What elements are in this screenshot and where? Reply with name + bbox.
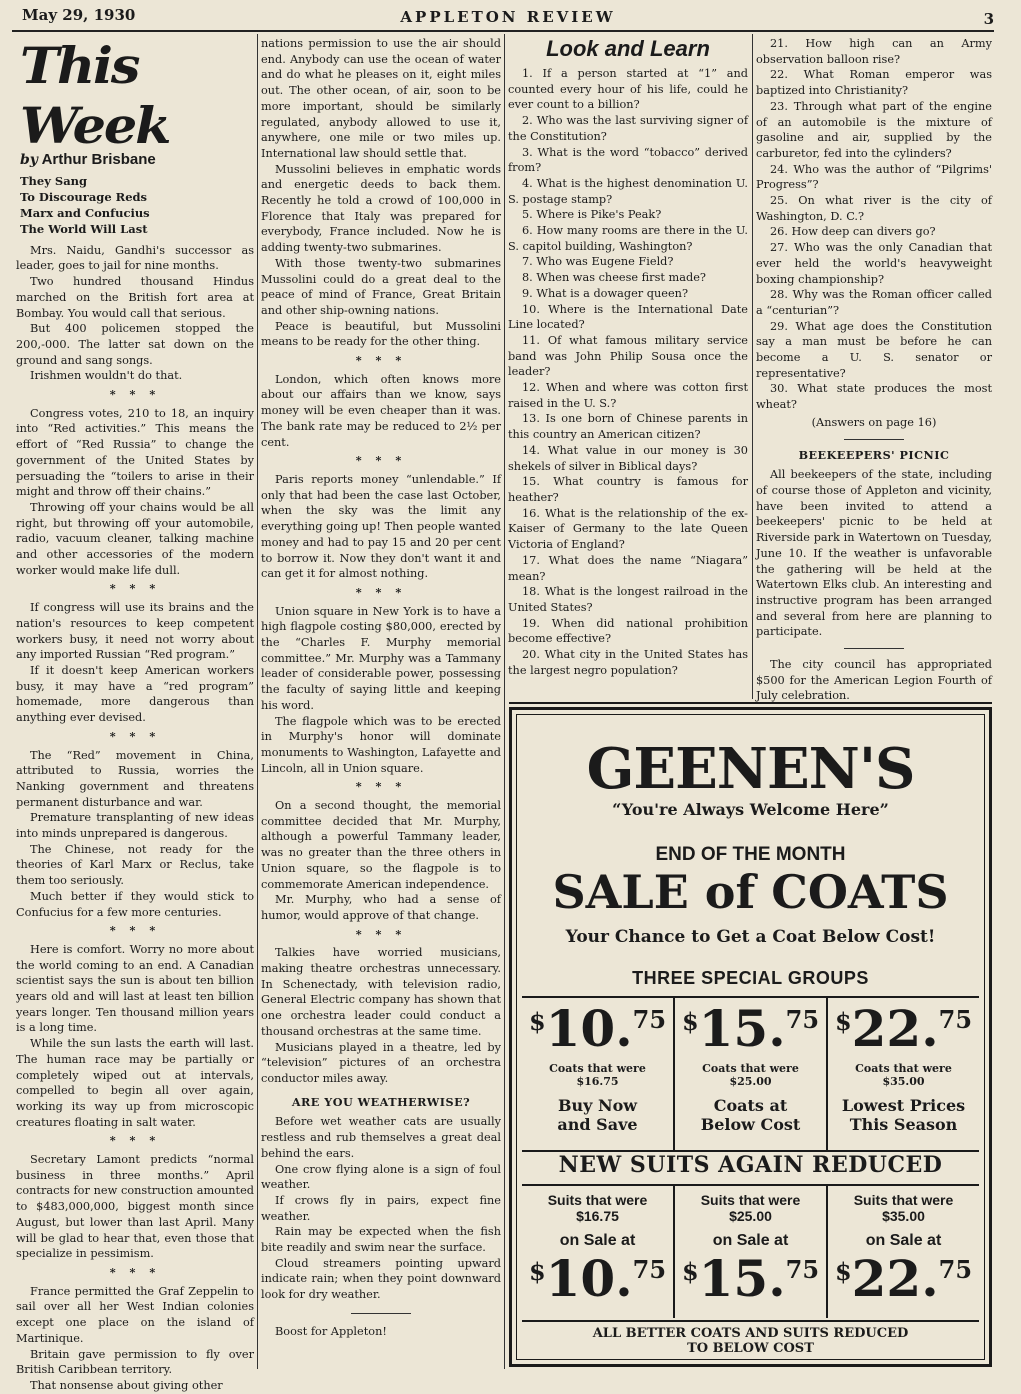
section-separator: * * *: [109, 923, 161, 938]
answers-note: (Answers on page 16): [811, 415, 937, 429]
article-paragraph: Much better if they would stick to Confucius for a few more centuries.: [16, 889, 254, 919]
on-sale-label: on Sale at: [865, 1232, 942, 1249]
suit-group: [826, 1186, 979, 1318]
quiz-question: 17. What does the name “Niagara” mean?: [508, 553, 748, 583]
caption-line: Coats at: [713, 1096, 788, 1115]
page-number: 3: [983, 10, 994, 28]
suit-was: [675, 1192, 826, 1224]
continued-column: [261, 36, 501, 1370]
article-paragraph: If it doesn't keep American workers busy, it may have a “red program” homemade, more dangerous than anything ever devised.: [16, 663, 254, 725]
topic-item: The World Will Last: [20, 221, 148, 236]
article-paragraph: With those twenty-two submarines Mussolini could do a great deal to the peace of mind of France, Great Britain and other ship-owning nations.: [261, 256, 501, 317]
look-and-learn-column: [508, 36, 748, 700]
coat-caption: [828, 1096, 979, 1134]
divider: [844, 648, 904, 649]
quiz-question: 27. Who was the only Canadian that ever held the world's heavyweight boxing championship?: [756, 241, 992, 286]
suit-group: [673, 1186, 826, 1318]
quiz-question: 2. Who was the last surviving signer of the Constitution?: [508, 114, 748, 143]
article-paragraph: Mrs. Naidu, Gandhi's successor as leader, goes to jail for nine months.: [16, 243, 254, 273]
coat-price: [675, 999, 826, 1058]
article-paragraph: If congress will use its brains and the nation's resources to keep competent workers busy, it need not worry about any imported Russian “Red program.”: [16, 601, 254, 662]
quiz-question: 3. What is the word “tobacco” derived from?: [508, 145, 748, 175]
was-label: Coats that were: [549, 1062, 646, 1075]
price-cents: 75: [632, 1005, 667, 1034]
section-separator: * * *: [109, 387, 161, 402]
this-week-column: [16, 36, 254, 1392]
quiz-question: 4. What is the highest denomination U. S. postage stamp?: [508, 176, 748, 206]
was-label: Suits that were: [853, 1192, 954, 1208]
section-separator: * * *: [355, 353, 407, 368]
quiz-question: 14. What value in our money is 30 shekels of silver in Biblical days?: [508, 443, 748, 473]
store-name: GEENEN'S: [586, 736, 915, 802]
header-rule: [12, 30, 994, 32]
was-price: $16.75: [576, 1075, 619, 1088]
article-paragraph: While the sun lasts the earth will last. The human race may be partially or completely wiped out at intervals, compelled to begin all over again, working its way up from microscopic creatures floating in salt water.: [16, 1037, 254, 1129]
suits-heading: NEW SUITS AGAIN REDUCED: [558, 1152, 943, 1178]
price-dollar-sign: $: [681, 1257, 699, 1286]
quiz-question: 26. How deep can divers go?: [770, 225, 936, 239]
suit-price: [522, 1249, 673, 1308]
coat-group: [673, 998, 826, 1150]
price-cents: 75: [938, 1005, 973, 1034]
section-separator: * * *: [109, 728, 161, 743]
section-separator: * * *: [355, 584, 407, 599]
quiz-question: 6. How many rooms are there in the U. S. capitol building, Washington?: [508, 224, 748, 253]
article-paragraph: That nonsense about giving other: [30, 1378, 223, 1392]
suit-price-grid: [522, 1184, 979, 1318]
price-dollar-sign: $: [528, 1007, 546, 1036]
on-sale-label: on Sale at: [559, 1232, 636, 1249]
quiz-question: 13. Is one born of Chinese parents in this country an American citizen?: [508, 412, 748, 442]
article-paragraph: Secretary Lamont predicts “normal business in three months.” April contracts for new construction amounted to $483,000,000, biggest month since August, but lower than last April. Many will be glad to hear that, even those that specialize in pessimism.: [16, 1153, 254, 1261]
sale-tagline: Your Chance to Get a Coat Below Cost!: [565, 927, 936, 947]
quiz-question: 7. Who was Eugene Field?: [522, 255, 674, 269]
coat-price-grid: [522, 996, 979, 1152]
section-separator: * * *: [355, 779, 407, 794]
article-paragraph: Union square in New York is to have a high flagpole costing $80,000, erected by the “Charles F. Murphy memorial committee.” Mr. Murphy was a Tammany leader of considerable power, possessing the faculty of saying little and keeping his word.: [261, 604, 501, 712]
coat-price: [828, 999, 979, 1058]
was-label: Suits that were: [700, 1192, 801, 1208]
price-main: 22.: [851, 999, 939, 1058]
caption-line: Buy Now: [557, 1096, 638, 1115]
was-price: $25.00: [729, 1208, 772, 1224]
article-paragraph: Throwing off your chains would be all right, but throwing off your automobile, radio, vacuum cleaner, talking machine and other accessories of the modern worker would make life dull.: [16, 500, 254, 577]
article-paragraph: Talkies have worried musicians, making theatre orchestras unnecessary. In Schenectady, with television radio, General Electric company has shown that one orchestra leader could conduct a thousand orchestras at the same time.: [261, 946, 501, 1038]
weather-item: One crow flying alone is a sign of foul weather.: [261, 1162, 501, 1192]
section-separator: * * *: [355, 926, 407, 941]
article-paragraph: Congress votes, 210 to 18, an inquiry into “Red activities.” This means the effort of “Red Russia” to change the government of the United States by persuading the “toilers to arise in their might and throw off their chains.”: [16, 406, 254, 499]
coat-was: [675, 1062, 826, 1088]
article-paragraph: nations permission to use the air should end. Anybody can use the ocean of water and do what he pleases on it, eight miles out. The other ocean, of air, soon to be more important, should be similarly regulated, anybody allowed to use it, anywhere, one mile or two miles up. International law should settle that.: [261, 37, 501, 160]
beekeepers-heading: BEEKEEPERS' PICNIC: [798, 447, 950, 462]
section-separator: * * *: [109, 581, 161, 596]
article-paragraph: Britain gave permission to fly over British Caribbean territory.: [16, 1347, 254, 1377]
quiz-question: 21. How high can an Army observation balloon rise?: [756, 37, 992, 66]
quiz-question: 12. When and where was cotton first raised in the U. S.?: [508, 381, 748, 410]
coat-group: [826, 998, 979, 1150]
quiz-question: 30. What state produces the most wheat?: [756, 382, 992, 412]
quiz-question: 11. Of what famous military service band was John Philip Sousa once the leader?: [508, 333, 748, 379]
quiz-continued-column: [756, 36, 992, 703]
article-paragraph: Irishmen wouldn't do that.: [30, 369, 183, 383]
look-and-learn-title: Look and Learn: [546, 36, 710, 61]
quiz-question: 9. What is a dowager queen?: [522, 286, 689, 300]
ad-footer-line: TO BELOW COST: [687, 1341, 814, 1356]
sale-headline: SALE of COATS: [552, 865, 949, 919]
quiz-question: 29. What age does the Constitution say a man must be before he can become a U. S. senator or representative?: [756, 319, 992, 380]
quiz-question: 1. If a person started at “1” and counted every hour of his life, could he ever count to a billion?: [508, 67, 748, 112]
price-main: 15.: [698, 1249, 786, 1308]
article-paragraph: Peace is beautiful, but Mussolini means to be ready for the other thing.: [261, 319, 501, 349]
quiz-question: 16. What is the relationship of the ex-Kaiser of Germany to the late Queen Victoria of England?: [508, 506, 748, 552]
caption-line: Lowest Prices: [841, 1096, 966, 1115]
weather-item: Cloud streamers pointing upward indicate rain; when they point downward look for dry weather.: [261, 1256, 501, 1302]
article-paragraph: All beekeepers of the state, including of course those of Appleton and vicinity, have been invited to attend a beekeepers' picnic to be held at Riverside park in Watertown on Tuesday, June 10. If the weather is unfavorable the gathering will be held at the Watertown Elks club. An interesting and instructive program has been arranged and several from here are planning to participate.: [756, 468, 992, 639]
column-divider: [504, 34, 505, 1369]
quiz-question: 18. What is the longest railroad in the United States?: [508, 585, 748, 614]
issue-date: May 29, 1930: [22, 6, 136, 24]
byline-by: by: [20, 152, 38, 168]
price-cents: 75: [632, 1255, 667, 1284]
boost-appleton: Boost for Appleton!: [275, 1324, 387, 1338]
quiz-question: 28. Why was the Roman officer called a “centurian”?: [756, 288, 992, 317]
was-price: $25.00: [729, 1075, 772, 1088]
quiz-question: 5. Where is Pike's Peak?: [522, 208, 662, 222]
price-dollar-sign: $: [834, 1007, 852, 1036]
coat-was: [828, 1062, 979, 1088]
caption-line: and Save: [557, 1115, 638, 1134]
price-cents: 75: [785, 1005, 820, 1034]
suit-price: [675, 1249, 826, 1308]
column-divider: [752, 34, 753, 699]
quiz-question: 24. Who was the author of “Pilgrims' Progress”?: [756, 162, 992, 192]
article-paragraph: On a second thought, the memorial committee decided that Mr. Murphy, although a powerful Tammany leader, was no greater than the three others in Union square, so the flagpole is to commemorate American independence.: [261, 799, 501, 891]
article-paragraph: The city council has appropriated $500 for the American Legion Fourth of July celebration.: [756, 658, 992, 703]
caption-line: This Season: [849, 1115, 958, 1134]
divider: [351, 1313, 411, 1314]
quiz-question: 19. When did national prohibition become effective?: [508, 616, 748, 646]
column-divider: [257, 34, 258, 1369]
quiz-question: 8. When was cheese first made?: [522, 271, 706, 285]
geenens-advertisement: [509, 707, 992, 1367]
on-sale-label: on Sale at: [712, 1232, 789, 1249]
suit-was: [828, 1192, 979, 1224]
quiz-question: 10. Where is the International Date Line located?: [508, 302, 748, 332]
topic-item: They Sang: [20, 173, 88, 188]
groups-heading: THREE SPECIAL GROUPS: [632, 968, 869, 988]
section-separator: * * *: [109, 1133, 161, 1148]
quiz-question: 15. What country is famous for heather?: [508, 475, 748, 504]
topic-item: Marx and Confucius: [20, 205, 150, 220]
article-paragraph: The Chinese, not ready for the theories of Karl Marx or Reclus, take them too seriously.: [16, 842, 254, 888]
author-name: Arthur Brisbane: [41, 151, 156, 168]
coat-caption: [675, 1096, 826, 1134]
weather-item: If crows fly in pairs, expect fine weather.: [261, 1193, 501, 1223]
page-header: [22, 4, 994, 30]
was-price: $35.00: [882, 1208, 925, 1224]
coat-price: [522, 999, 673, 1058]
ad-footer: [522, 1320, 979, 1356]
quiz-question: 22. What Roman emperor was baptized into Christianity?: [756, 68, 992, 98]
topic-list: [16, 173, 254, 237]
article-paragraph: Mussolini believes in emphatic words and energetic deeds to back them. Recently he told a crowd of 100,000 in Florence that Italy was prepared for everybody, France included. Now he is adding twenty-two submarines.: [261, 162, 501, 255]
section-rule: [509, 702, 992, 704]
price-dollar-sign: $: [528, 1257, 546, 1286]
article-paragraph: The flagpole which was to be erected in Murphy's honor will dominate monuments to Washington, Lafayette and Lincoln, all in Union square.: [261, 714, 501, 775]
section-separator: * * *: [355, 453, 407, 468]
article-paragraph: France permitted the Graf Zeppelin to sail over all her West Indian colonies except one place on the island of Martinique.: [16, 1284, 254, 1345]
article-paragraph: Paris reports money “unlendable.” If only that had been the case last October, when the sky was the limit any everything going up! Then people wanted money and had to pay 15 and 20 per cent to borrow it. Now they don't want it and can get it for almost nothing.: [261, 472, 501, 581]
was-label: Suits that were: [547, 1192, 648, 1208]
coat-group: [522, 998, 673, 1150]
was-price: $16.75: [576, 1208, 619, 1224]
price-main: 15.: [698, 999, 786, 1058]
suit-was: [522, 1192, 673, 1224]
article-paragraph: But 400 policemen stopped the 200,-000. The latter sat down on the ground and sang songs.: [16, 322, 254, 367]
quiz-question: 25. On what river is the city of Washington, D. C.?: [756, 194, 992, 223]
end-of-month: END OF THE MONTH: [655, 844, 846, 865]
topic-item: To Discourage Reds: [20, 189, 148, 204]
article-paragraph: Here is comfort. Worry no more about the world coming to an end. A Canadian scientist says the sun is about ten billion years old and will last at least ten billion years longer. Ten thousand million years is a long time.: [16, 942, 254, 1035]
was-label: Coats that were: [855, 1062, 952, 1075]
ad-footer-line: ALL BETTER COATS AND SUITS REDUCED: [592, 1326, 909, 1341]
article-paragraph: Mr. Murphy, who had a sense of humor, would approve of that change.: [261, 893, 501, 922]
price-main: 10.: [545, 1249, 633, 1308]
caption-line: Below Cost: [700, 1115, 801, 1134]
article-paragraph: Premature transplanting of new ideas into minds unprepared is dangerous.: [16, 811, 254, 841]
quiz-question: 20. What city in the United States has the largest negro population?: [508, 648, 748, 677]
was-price: $35.00: [882, 1075, 925, 1088]
coat-caption: [522, 1096, 673, 1134]
weatherwise-heading: ARE YOU WEATHERWISE?: [291, 1094, 471, 1109]
store-slogan: “You're Always Welcome Here”: [612, 800, 889, 819]
article-paragraph: Two hundred thousand Hindus marched on the British fort area at Bombay. You would call that serious.: [16, 275, 254, 320]
coat-was: [522, 1062, 673, 1088]
divider: [844, 439, 904, 440]
suit-price: [828, 1249, 979, 1308]
price-main: 22.: [851, 1249, 939, 1308]
article-paragraph: London, which often knows more about our affairs than we know, says money will be even cheaper than it was. The bank rate may be reduced to 2½ per cent.: [261, 372, 501, 449]
price-dollar-sign: $: [681, 1007, 699, 1036]
price-cents: 75: [785, 1255, 820, 1284]
article-paragraph: The “Red” movement in China, attributed to Russia, worries the Nanking government and threatens permanent disturbance and war.: [16, 748, 254, 809]
price-dollar-sign: $: [834, 1257, 852, 1286]
article-paragraph: Musicians played in a theatre, led by “television” pictures of an orchestra conductor miles away.: [261, 1040, 501, 1085]
weather-item: Rain may be expected when the fish bite readily and swim near the surface.: [261, 1225, 501, 1255]
price-cents: 75: [938, 1255, 973, 1284]
this-week-masthead: This Week: [20, 36, 170, 155]
was-label: Coats that were: [702, 1062, 799, 1075]
newspaper-title: APPLETON REVIEW: [400, 8, 616, 26]
section-separator: * * *: [109, 1265, 161, 1279]
price-main: 10.: [545, 999, 633, 1058]
suit-group: [522, 1186, 673, 1318]
quiz-question: 23. Through what part of the engine of an automobile is the mixture of gasoline and air, supplied by the carburetor, fed into the cylinders?: [756, 99, 992, 160]
weather-item: Before wet weather cats are usually restless and rub themselves a great deal behind the ears.: [261, 1115, 501, 1160]
